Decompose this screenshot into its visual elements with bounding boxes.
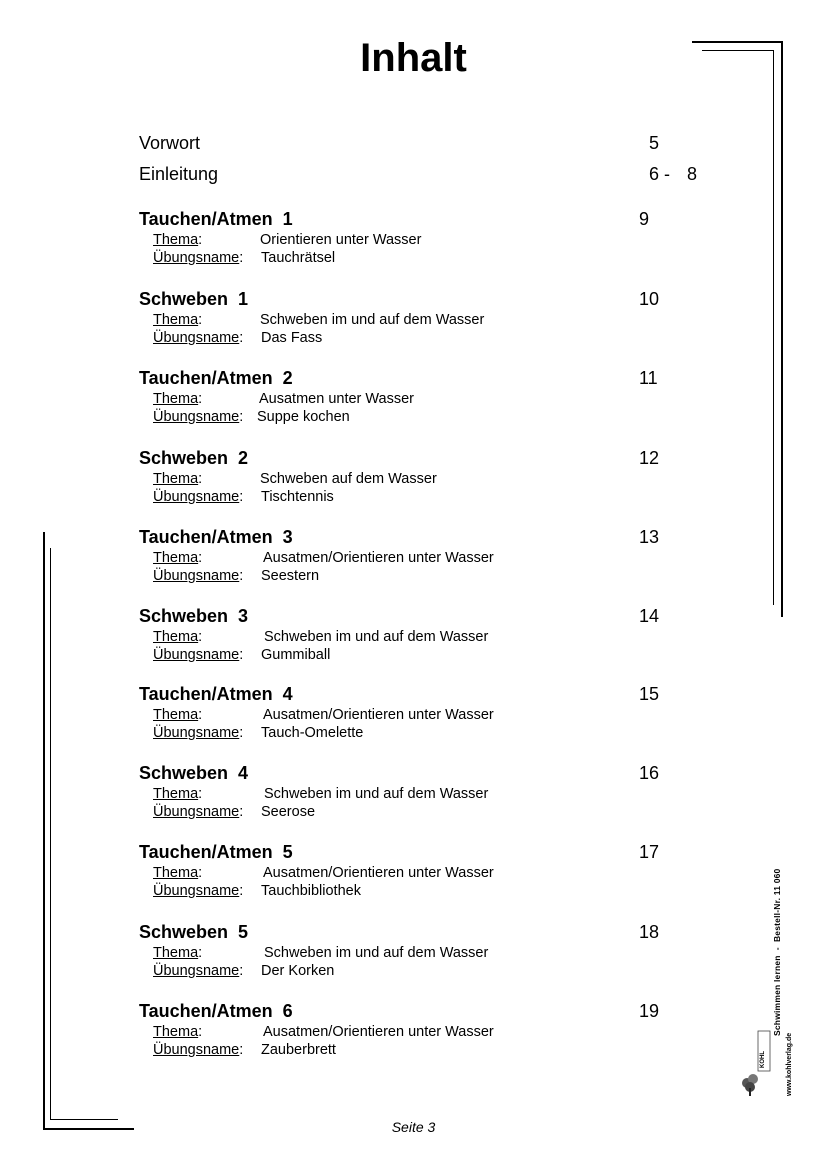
uebungsname-value: Das Fass [261,330,323,346]
toc-entry-vorwort [139,132,200,154]
uebungsname-row [153,1041,336,1059]
label-colon: : [239,330,244,346]
label-colon: : [198,945,203,961]
chapter-page-number: 13 [639,527,660,547]
thema-label: Thema [153,471,199,487]
label-colon: : [198,391,203,407]
chapter-page-number: 11 [639,368,658,388]
thema-value: Ausatmen/Orientieren unter Wasser [263,1024,494,1040]
uebungsname-label: Übungsname [153,330,240,346]
chapter-page-number: 10 [639,289,660,309]
chapter-page-number: 14 [639,606,660,626]
thema-row [153,785,489,803]
uebungsname-row [153,646,331,664]
thema-row [153,706,494,724]
uebungsname-label: Übungsname [153,1042,240,1058]
chapter-entry [139,683,739,753]
label-colon: : [198,550,203,566]
page-footer: Seite 3 [391,1119,436,1135]
publisher-side-text: Schwimmen lernen - Bestell-Nr. 11 060 [772,868,782,1036]
label-colon: : [239,250,244,266]
uebungsname-value: Seerose [261,804,316,820]
uebungsname-row [153,488,334,506]
chapter-entry [139,841,739,911]
chapter-entry [139,208,739,278]
chapter-title: Schweben 1 [139,289,249,309]
label-colon: : [239,963,244,979]
uebungsname-label: Übungsname [153,804,240,820]
toc-page-vorwort: 5 [649,133,660,153]
label-colon: : [198,786,203,802]
uebungsname-value: Tauch-Omelette [261,725,364,741]
uebungsname-label: Übungsname [153,489,240,505]
chapter-title: Schweben 3 [139,606,249,626]
thema-value: Ausatmen/Orientieren unter Wasser [263,865,494,881]
uebungsname-value: Gummiball [261,647,331,663]
chapter-entry [139,1000,739,1070]
toc-entry-label: Vorwort [139,133,201,153]
label-colon: : [239,568,244,584]
label-colon: : [239,804,244,820]
publisher-url: www.kohlverlag.de [786,1032,793,1096]
uebungsname-value: Tischtennis [261,489,334,505]
chapter-entry [139,447,739,517]
uebungsname-label: Übungsname [153,409,240,425]
thema-value: Schweben im und auf dem Wasser [260,312,485,328]
uebungsname-value: Zauberbrett [261,1042,336,1058]
toc-page-einleitung-from: 6 - [649,164,671,184]
label-colon: : [198,707,203,723]
uebungsname-value: Tauchbibliothek [261,883,361,899]
chapter-entry [139,762,739,832]
chapter-title: Tauchen/Atmen 3 [139,527,293,547]
frame-bottom-left-outer-v [43,532,45,1130]
thema-row [153,944,489,962]
thema-row [153,864,494,882]
label-colon: : [239,489,244,505]
uebungsname-label: Übungsname [153,883,240,899]
thema-row [153,231,422,249]
chapter-entry [139,367,739,437]
svg-text:KOHL: KOHL [760,1051,766,1068]
uebungsname-value: Suppe kochen [257,409,350,425]
frame-top-right-outer-v [781,41,783,617]
chapter-page-number: 15 [639,684,660,704]
toc-page-einleitung-to: 8 [687,164,698,184]
label-colon: : [239,725,244,741]
chapter-title: Schweben 4 [139,763,249,783]
chapter-page-number: 16 [639,763,660,783]
label-colon: : [198,471,203,487]
chapter-entry [139,288,739,358]
thema-label: Thema [153,1024,199,1040]
uebungsname-value: Seestern [261,568,320,584]
thema-label: Thema [153,707,199,723]
thema-label: Thema [153,865,199,881]
chapter-title: Tauchen/Atmen 1 [139,209,293,229]
thema-row [153,390,414,408]
chapter-entry [139,526,739,596]
uebungsname-row [153,329,323,347]
label-colon: : [198,312,203,328]
thema-value: Ausatmen/Orientieren unter Wasser [263,550,494,566]
uebungsname-label: Übungsname [153,250,240,266]
label-colon: : [239,647,244,663]
chapter-entry [139,605,739,675]
page-title: Inhalt [360,36,467,80]
uebungsname-row [153,962,335,980]
thema-value: Schweben im und auf dem Wasser [264,786,489,802]
thema-label: Thema [153,391,199,407]
uebungsname-row [153,408,350,426]
chapter-title: Schweben 2 [139,448,249,468]
uebungsname-value: Der Korken [261,963,335,979]
uebungsname-row [153,567,320,585]
thema-row [153,311,485,329]
thema-value: Schweben auf dem Wasser [260,471,437,487]
label-colon: : [239,1042,244,1058]
frame-bottom-left-inner-v [50,548,51,1119]
thema-row [153,549,494,567]
uebungsname-label: Übungsname [153,647,240,663]
chapter-title: Tauchen/Atmen 2 [139,368,293,388]
toc-entry-label: Einleitung [139,164,219,184]
thema-value: Orientieren unter Wasser [260,232,422,248]
thema-label: Thema [153,232,199,248]
label-colon: : [198,232,203,248]
publisher-logo [738,1028,772,1098]
uebungsname-row [153,249,336,267]
thema-row [153,470,437,488]
chapter-entry [139,921,739,991]
thema-row [153,628,489,646]
chapter-page-number: 12 [639,448,660,468]
thema-label: Thema [153,786,199,802]
label-colon: : [239,883,244,899]
thema-value: Schweben im und auf dem Wasser [264,945,489,961]
thema-label: Thema [153,629,199,645]
uebungsname-row [153,724,364,742]
label-colon: : [198,629,203,645]
uebungsname-label: Übungsname [153,725,240,741]
frame-top-right-inner-v [773,50,774,605]
label-colon: : [239,409,244,425]
uebungsname-label: Übungsname [153,963,240,979]
label-colon: : [198,865,203,881]
thema-value: Ausatmen unter Wasser [259,391,414,407]
chapter-page-number: 19 [639,1001,660,1021]
chapter-page-number: 17 [639,842,660,862]
thema-value: Ausatmen/Orientieren unter Wasser [263,707,494,723]
uebungsname-row [153,882,361,900]
thema-label: Thema [153,550,199,566]
chapter-title: Tauchen/Atmen 6 [139,1001,293,1021]
uebungsname-value: Tauchrätsel [261,250,336,266]
uebungsname-row [153,803,316,821]
chapter-title: Tauchen/Atmen 5 [139,842,293,862]
thema-label: Thema [153,312,199,328]
chapter-page-number: 9 [639,209,650,229]
thema-label: Thema [153,945,199,961]
toc-entry-einleitung [139,163,218,185]
uebungsname-label: Übungsname [153,568,240,584]
label-colon: : [198,1024,203,1040]
thema-value: Schweben im und auf dem Wasser [264,629,489,645]
chapter-title: Tauchen/Atmen 4 [139,684,293,704]
thema-row [153,1023,494,1041]
chapter-page-number: 18 [639,922,660,942]
chapter-title: Schweben 5 [139,922,249,942]
